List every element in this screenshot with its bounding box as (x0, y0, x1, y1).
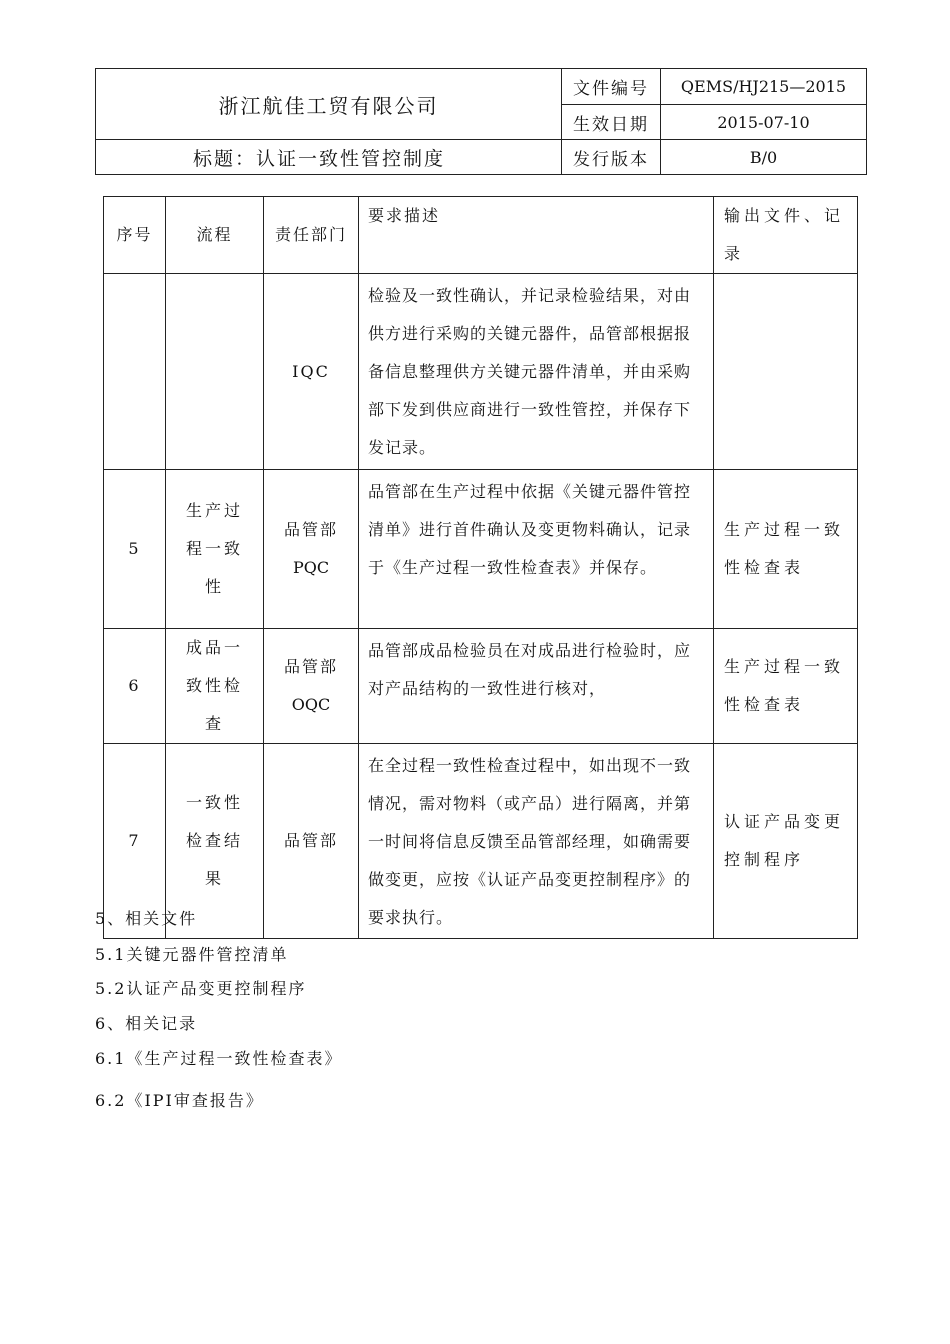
section-item: 6.2《IPI审查报告》 (95, 1091, 264, 1110)
header-desc: 要求描述 (359, 197, 714, 274)
row-output: 生产过程一致性检查表 (714, 470, 858, 629)
version-value: B/0 (661, 140, 867, 175)
table-row (104, 274, 858, 470)
row-process: 成品一致性检查 (166, 629, 264, 744)
header-process: 流程 (166, 197, 264, 274)
row-dept (264, 629, 359, 744)
table-header-row (104, 197, 858, 274)
row-desc: 检验及一致性确认，并记录检验结果，对由供方进行采购的关键元器件，品管部根据报备信息整理供方关键元器件清单，并由采购部下发到供应商进行一致性管控，并保存下发记录。 (359, 274, 714, 470)
row-seq: 5 (104, 470, 166, 629)
row-process: 一致性检查结果 (166, 744, 264, 939)
doc-no-label: 文件编号 (562, 69, 661, 105)
row-seq: 7 (104, 744, 166, 939)
header-seq: 序号 (104, 197, 166, 274)
row-dept (264, 470, 359, 629)
document-header (95, 68, 867, 175)
row-dept-name: 品管部 (283, 657, 338, 676)
row-dept: IQC (264, 274, 359, 470)
section-item: 5.1关键元器件管控清单 (95, 945, 289, 964)
row-output: 认证产品变更控制程序 (714, 744, 858, 939)
table-row (104, 470, 858, 629)
section-item: 5.2认证产品变更控制程序 (95, 979, 307, 998)
effective-date-value: 2015-07-10 (661, 105, 867, 140)
header-output: 输出文件、记录 (714, 197, 858, 274)
row-desc: 品管部在生产过程中依据《关键元器件管控清单》进行首件确认及变更物料确认，记录于《生产过程一致性检查表》并保存。 (359, 470, 714, 629)
row-process: 生产过程一致性 (166, 470, 264, 629)
effective-date-label: 生效日期 (562, 105, 661, 140)
row-dept-code: PQC (292, 558, 330, 577)
section-heading-related-docs: 5、相关文件 (95, 909, 198, 928)
row-desc: 在全过程一致性检查过程中，如出现不一致情况，需对物料（或产品）进行隔离，并第一时间将信息反馈至品管部经理，如确需要做变更，应按《认证产品变更控制程序》的要求执行。 (359, 744, 714, 939)
row-seq: 6 (104, 629, 166, 744)
row-dept-name: 品管部 (283, 520, 338, 539)
row-output (714, 274, 858, 470)
version-label: 发行版本 (562, 140, 661, 175)
row-desc: 品管部成品检验员在对成品进行检验时，应对产品结构的一致性进行核对， (359, 629, 714, 744)
table-row (104, 744, 858, 939)
document-title: 标题：认证一致性管控制度 (96, 140, 562, 175)
row-dept: 品管部 (264, 744, 359, 939)
row-seq (104, 274, 166, 470)
section-item: 6.1《生产过程一致性检查表》 (95, 1049, 343, 1068)
row-dept-code: OQC (291, 695, 331, 714)
row-process (166, 274, 264, 470)
section-heading-related-records: 6、相关记录 (95, 1014, 198, 1033)
process-table (103, 196, 858, 939)
table-row (104, 629, 858, 744)
company-name: 浙江航佳工贸有限公司 (96, 69, 562, 140)
header-dept: 责任部门 (264, 197, 359, 274)
doc-no-value: QEMS/HJ215—2015 (661, 69, 867, 105)
row-output: 生产过程一致性检查表 (714, 629, 858, 744)
